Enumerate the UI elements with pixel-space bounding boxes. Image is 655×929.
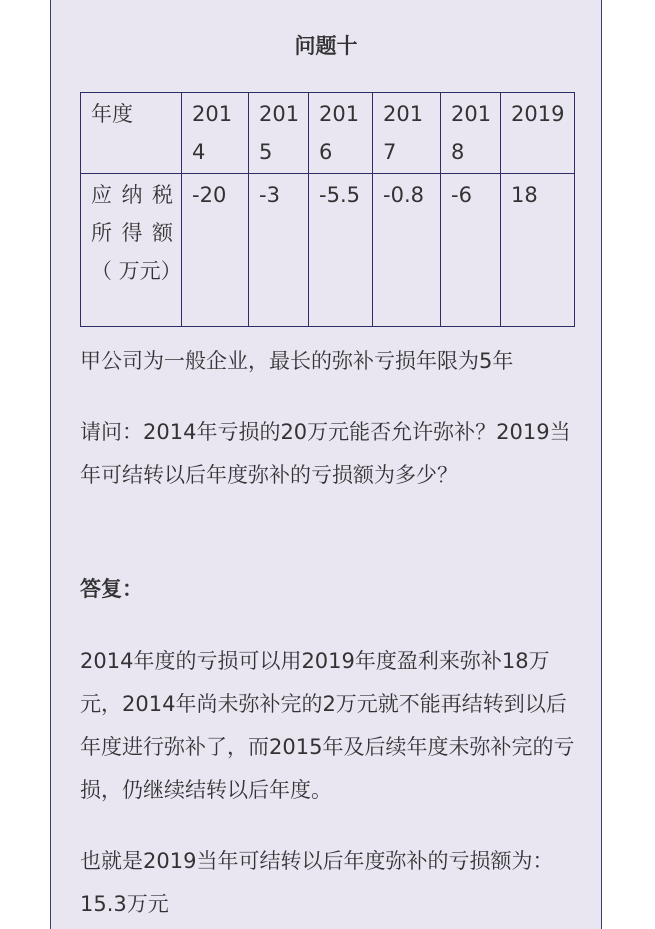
table-year-cell: 2016 <box>309 93 373 174</box>
article-content <box>50 0 602 929</box>
table-value-cell: -3 <box>249 174 309 327</box>
answer-heading: 答复： <box>80 577 143 601</box>
table-value-cell: -0.8 <box>373 174 441 327</box>
loss-carryforward-table <box>80 92 575 327</box>
table-value-cell: -5.5 <box>309 174 373 327</box>
intro-paragraph: 甲公司为一般企业，最长的弥补亏损年限为5年 <box>80 349 514 373</box>
table-row <box>81 174 575 327</box>
table-year-cell: 2019 <box>501 93 575 174</box>
table-year-cell: 2017 <box>373 93 441 174</box>
table-value-cell: -6 <box>441 174 501 327</box>
table-header-label: 年度 <box>81 93 182 174</box>
table-row-label: 应纳税所得额（ 万元） <box>81 174 182 327</box>
table-year-cell: 2014 <box>182 93 249 174</box>
page-title: 问题十 <box>294 34 358 58</box>
question-paragraph: 请问：2014年亏损的20万元能否允许弥补？2019当年可结转以后年度弥补的亏损额为多少？ <box>80 420 571 487</box>
table-value-cell: 18 <box>501 174 575 327</box>
table-year-cell: 2018 <box>441 93 501 174</box>
conclusion-paragraph: 也就是2019当年可结转以后年度弥补的亏损额为：15.3万元 <box>80 849 554 916</box>
answer-paragraph: 2014年度的亏损可以用2019年度盈利来弥补18万元，2014年尚未弥补完的2万元就不能再结转到以后年度进行弥补了，而2015年及后续年度未弥补完的亏损，仍继续结转以后年度。 <box>80 649 575 802</box>
table-value-cell: -20 <box>182 174 249 327</box>
table-year-cell: 2015 <box>249 93 309 174</box>
table-header-row <box>81 93 575 174</box>
